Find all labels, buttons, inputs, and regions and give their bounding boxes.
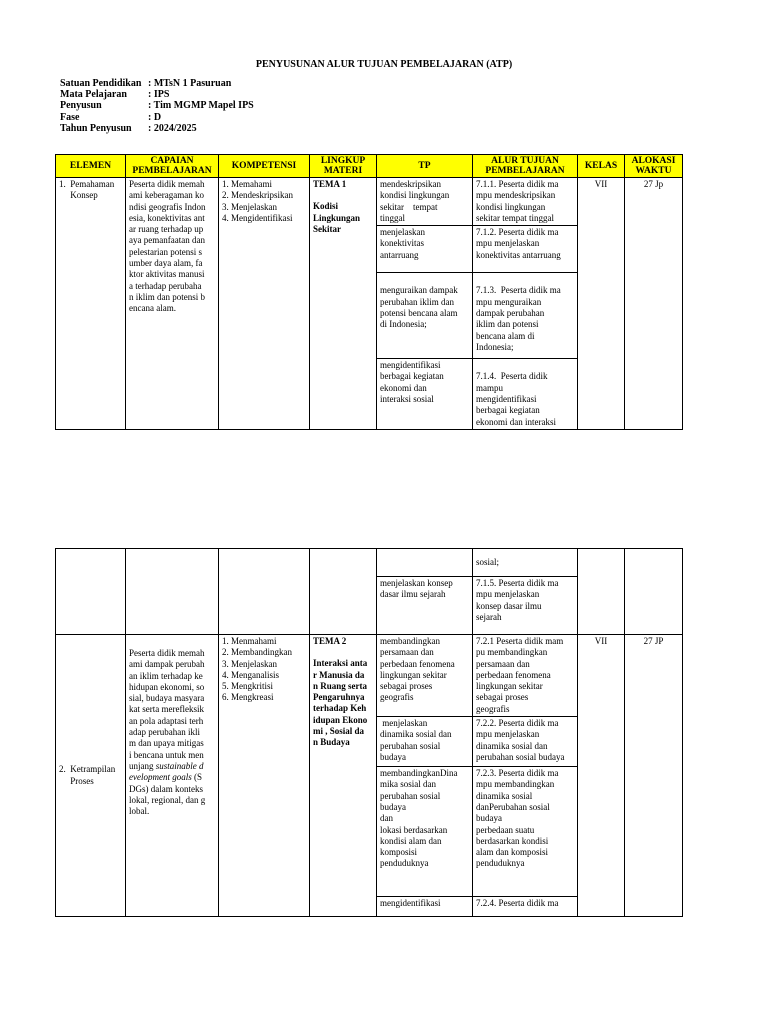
meta-label: Tahun Penyusun xyxy=(60,122,132,134)
kelas-cell-continued xyxy=(578,549,625,635)
header-tp: TP xyxy=(377,155,473,178)
document-meta xyxy=(60,78,254,134)
table-row xyxy=(56,549,683,577)
atp-cell: 7.1.3. Peserta didik ma mpu menguraikan dampak perubahan iklim dan potensi bencana alam di Indonesia; xyxy=(473,273,578,359)
kompetensi-cell: 1. Memahami 2. Mendeskripsikan 3. Menjelaskan 4. Mengidentifikasi xyxy=(219,178,310,430)
header-elemen: ELEMEN xyxy=(56,155,126,178)
meta-row xyxy=(60,78,254,89)
tp-cell: membandingkanDina mika sosial dan perubahan sosial budaya dan lokasi berdasarkan kondisi alam dan komposisi penduduknya xyxy=(377,767,473,897)
kompetensi-cell: 1. Menmahami 2. Membandingkan 3. Menjelaskan 4. Menganalisis 5. Mengkritisi 6. Mengkreasi xyxy=(219,635,310,917)
elemen-cell-continued xyxy=(56,549,126,635)
alokasi-cell-continued xyxy=(625,549,683,635)
meta-row xyxy=(60,100,254,111)
kompetensi-cell-continued xyxy=(219,549,310,635)
capaian-cell: Peserta didik memah ami keberagaman ko ndisi geografis Indon esia, konektivitas ant ar ruang terhadap up aya pemanfaatan dan pelestarian potensi s umber daya alam, fa ktor aktivitas manusi a terhadap perubaha n iklim dan potensi b encana alam. xyxy=(126,178,219,430)
header-row xyxy=(56,155,683,178)
atp-cell: 7.1.5. Peserta didik ma mpu menjelaskan konsep dasar ilmu sejarah xyxy=(473,577,578,635)
tp-cell: mengidentifikasi berbagai kegiatan ekonomi dan interaksi sosial xyxy=(377,359,473,430)
meta-label: Mata Pelajaran xyxy=(60,89,127,101)
meta-row xyxy=(60,89,254,100)
tp-cell: membandingkan persamaan dan perbedaan fenomena lingkungan sekitar sebagai proses geografis xyxy=(377,635,473,717)
meta-value: : 2024/2025 xyxy=(148,122,197,134)
elemen-cell: 2. Ketrampilan Proses xyxy=(56,635,126,917)
tema-label: TEMA 2 xyxy=(313,636,347,646)
header-kompetensi: KOMPETENSI xyxy=(219,155,310,178)
capaian-text-start: Peserta didik memah ami dampak perubah an iklim terhadap ke hidupan ekonomi, so sial, budaya masyara kat serta merefleksik an pola adaptasi terh adap perubahan ikli m dan upaya mitigas i bencana untuk men unjang xyxy=(129,648,205,771)
header-kelas: KELAS xyxy=(578,155,625,178)
meta-label: Fase xyxy=(60,111,80,123)
kelas-cell: VII xyxy=(578,635,625,917)
elemen-cell: 1. Pemahaman Konsep xyxy=(56,178,126,430)
header-alur: ALUR TUJUAN PEMBELAJARAN xyxy=(473,155,578,178)
atp-cell: 7.2.4. Peserta didik ma xyxy=(473,897,578,917)
lingkup-cell-continued xyxy=(310,549,377,635)
tp-cell: menjelaskan dinamika sosial dan perubahan sosial budaya xyxy=(377,717,473,767)
tema-title: Kodisi Lingkungan Sekitar xyxy=(313,201,361,234)
atp-table-page-2 xyxy=(55,548,683,917)
capaian-text-italic: sustainable d evelopment goals xyxy=(129,760,204,783)
header-lingkup: LINGKUP MATERI xyxy=(310,155,377,178)
table-row xyxy=(56,178,683,226)
meta-label: Penyusun xyxy=(60,100,102,112)
atp-table-page-1 xyxy=(55,154,683,430)
tp-cell: menjelaskan konektivitas antarruang xyxy=(377,226,473,273)
atp-cell: sosial; xyxy=(473,549,578,577)
meta-row xyxy=(60,123,254,134)
alokasi-cell: 27 JP xyxy=(625,635,683,917)
meta-value: : Tim MGMP Mapel IPS xyxy=(148,100,254,112)
capaian-text-end: (S DGs) dalam konteks lokal, regional, dan g lobal. xyxy=(129,772,206,817)
lingkup-cell xyxy=(310,178,377,430)
capaian-text xyxy=(129,648,215,817)
lingkup-cell xyxy=(310,635,377,917)
atp-cell: 7.2.1 Peserta didik mam pu membandingkan persamaan dan perbedaan fenomena lingkungan sekitar sebagai proses geografis xyxy=(473,635,578,717)
table-row xyxy=(56,635,683,717)
tp-cell: mengidentifikasi xyxy=(377,897,473,917)
meta-value: : MTsN 1 Pasuruan xyxy=(148,78,232,89)
atp-cell: 7.1.1. Peserta didik ma mpu mendeskripsikan kondisi lingkungan sekitar tempat tinggal xyxy=(473,178,578,226)
meta-row xyxy=(60,112,254,123)
header-capaian: CAPAIAN PEMBELAJARAN xyxy=(126,155,219,178)
meta-value: : D xyxy=(148,111,162,123)
header-alokasi: ALOKASI WAKTU xyxy=(625,155,683,178)
page-title: PENYUSUNAN ALUR TUJUAN PEMBELAJARAN (ATP) xyxy=(255,59,513,70)
tp-cell: mendeskripsikan kondisi lingkungan sekitar tempat tinggal xyxy=(377,178,473,226)
meta-label: Satuan Pendidikan xyxy=(60,78,142,89)
capaian-cell xyxy=(126,635,219,917)
kelas-cell: VII xyxy=(578,178,625,430)
tema-title: Interaksi anta r Manusia da n Ruang serta Pengaruhnya terhadap Keh idupan Ekono mi , Sosial da n Budaya xyxy=(313,658,368,748)
tp-cell: menguraikan dampak perubahan iklim dan potensi bencana alam di Indonesia; xyxy=(377,273,473,359)
atp-cell: 7.1.2. Peserta didik ma mpu menjelaskan konektivitas antarruang xyxy=(473,226,578,273)
tp-cell xyxy=(377,549,473,577)
atp-cell: 7.2.2. Peserta didik ma mpu menjelaskan dinamika sosial dan perubahan sosial budaya xyxy=(473,717,578,767)
alokasi-cell: 27 Jp xyxy=(625,178,683,430)
atp-cell: 7.2.3. Peserta didik ma mpu membandingkan dinamika sosial danPerubahan sosial budaya perbedaan suatu berdasarkan kondisi alam dan komposisi penduduknya xyxy=(473,767,578,897)
meta-value: : IPS xyxy=(148,89,170,101)
capaian-cell-continued xyxy=(126,549,219,635)
tema-label: TEMA 1 xyxy=(313,179,347,189)
tp-cell: menjelaskan konsep dasar ilmu sejarah xyxy=(377,577,473,635)
atp-cell: 7.1.4. Peserta didik mampu mengidentifikasi berbagai kegiatan ekonomi dan interaksi xyxy=(473,359,578,430)
